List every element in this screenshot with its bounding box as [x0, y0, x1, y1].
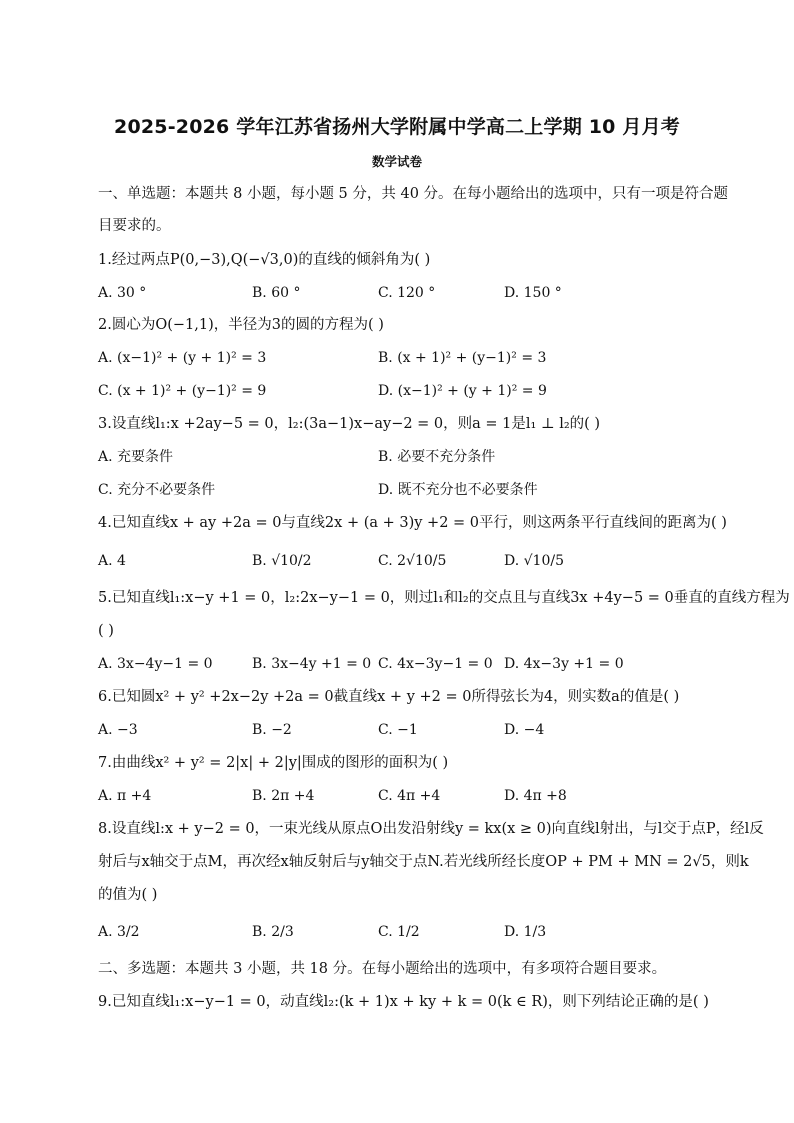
q8-option-d: D. 1/3: [504, 924, 547, 940]
section2-heading: 二、多选题：本题共 3 小题，共 18 分。在每小题给出的选项中，有多项符合题目要求。: [98, 961, 667, 977]
q8-stem-line2: 射后与x轴交于点M，再次经x轴反射后与y轴交于点N.若光线所经长度OP + PM + MN = 2√5，则k: [98, 854, 749, 870]
q8-stem-line3: 的值为( ): [98, 887, 158, 903]
q8-option-b: B. 2/3: [252, 924, 294, 940]
q4-option-d: D. √10/5: [504, 553, 564, 569]
q3-option-a: A. 充要条件: [98, 449, 174, 465]
q8-option-a: A. 3/2: [98, 924, 140, 940]
q8-stem-line1: 8.设直线l:x + y−2 = 0，一束光线从原点O出发沿射线y = kx(x ≥ 0)向直线l射出，与l交于点P，经l反: [98, 821, 764, 837]
q4-option-a: A. 4: [98, 553, 126, 569]
q7-option-a: A. π +4: [98, 788, 152, 804]
q3-option-c: C. 充分不必要条件: [98, 482, 216, 498]
q1-option-a: A. 30 °: [98, 285, 147, 301]
q7-stem: 7.由曲线x² + y² = 2|x| + 2|y|围成的图形的面积为( ): [98, 755, 449, 771]
q1-option-d: D. 150 °: [504, 285, 562, 301]
q5-option-b: B. 3x−4y +1 = 0: [252, 656, 372, 672]
q6-option-d: D. −4: [504, 722, 545, 738]
q4-option-c: C. 2√10/5: [378, 553, 447, 569]
q1-option-b: B. 60 °: [252, 285, 301, 301]
q6-stem: 6.已知圆x² + y² +2x−2y +2a = 0截直线x + y +2 = 0所得弦长为4，则实数a的值是( ): [98, 689, 680, 705]
q5-stem-line2: ( ): [98, 623, 114, 639]
q5-stem-line1: 5.已知直线l₁:x−y +1 = 0，l₂:2x−y−1 = 0，则过l₁和l₂的交点且与直线3x +4y−5 = 0垂直的直线方程为: [98, 590, 790, 606]
section1-heading-line1: 一、单选题：本题共 8 小题，每小题 5 分，共 40 分。在每小题给出的选项中，只有一项是符合题: [98, 186, 729, 202]
q6-option-b: B. −2: [252, 722, 292, 738]
q6-option-c: C. −1: [378, 722, 418, 738]
section1-heading-line2: 目要求的。: [98, 218, 171, 234]
q3-option-b: B. 必要不充分条件: [378, 449, 496, 465]
q2-option-a: A. (x−1)² + (y + 1)² = 3: [98, 350, 267, 366]
q5-option-a: A. 3x−4y−1 = 0: [98, 656, 213, 672]
q7-option-d: D. 4π +8: [504, 788, 567, 804]
q7-option-c: C. 4π +4: [378, 788, 441, 804]
q3-option-d: D. 既不充分也不必要条件: [378, 482, 538, 498]
q2-option-b: B. (x + 1)² + (y−1)² = 3: [378, 350, 547, 366]
q8-option-c: C. 1/2: [378, 924, 420, 940]
q2-option-d: D. (x−1)² + (y + 1)² = 9: [378, 383, 547, 399]
q1-stem: 1.经过两点P(0,−3),Q(−√3,0)的直线的倾斜角为( ): [98, 252, 431, 268]
q4-option-b: B. √10/2: [252, 553, 312, 569]
q7-option-b: B. 2π +4: [252, 788, 315, 804]
exam-title: 2025-2026 学年江苏省扬州大学附属中学高二上学期 10 月月考: [114, 116, 680, 138]
q6-option-a: A. −3: [98, 722, 138, 738]
q9-stem: 9.已知直线l₁:x−y−1 = 0，动直线l₂:(k + 1)x + ky + k = 0(k ∈ R)，则下列结论正确的是( ): [98, 994, 709, 1010]
q2-stem: 2.圆心为O(−1,1)，半径为3的圆的方程为( ): [98, 317, 384, 333]
q1-option-c: C. 120 °: [378, 285, 436, 301]
q5-option-c: C. 4x−3y−1 = 0: [378, 656, 493, 672]
q4-stem: 4.已知直线x + ay +2a = 0与直线2x + (a + 3)y +2 = 0平行，则这两条平行直线间的距离为( ): [98, 515, 727, 531]
q2-option-c: C. (x + 1)² + (y−1)² = 9: [98, 383, 267, 399]
exam-subtitle: 数学试卷: [371, 154, 422, 169]
q3-stem: 3.设直线l₁:x +2ay−5 = 0，l₂:(3a−1)x−ay−2 = 0，则a = 1是l₁ ⊥ l₂的( ): [98, 416, 601, 432]
q5-option-d: D. 4x−3y +1 = 0: [504, 656, 624, 672]
